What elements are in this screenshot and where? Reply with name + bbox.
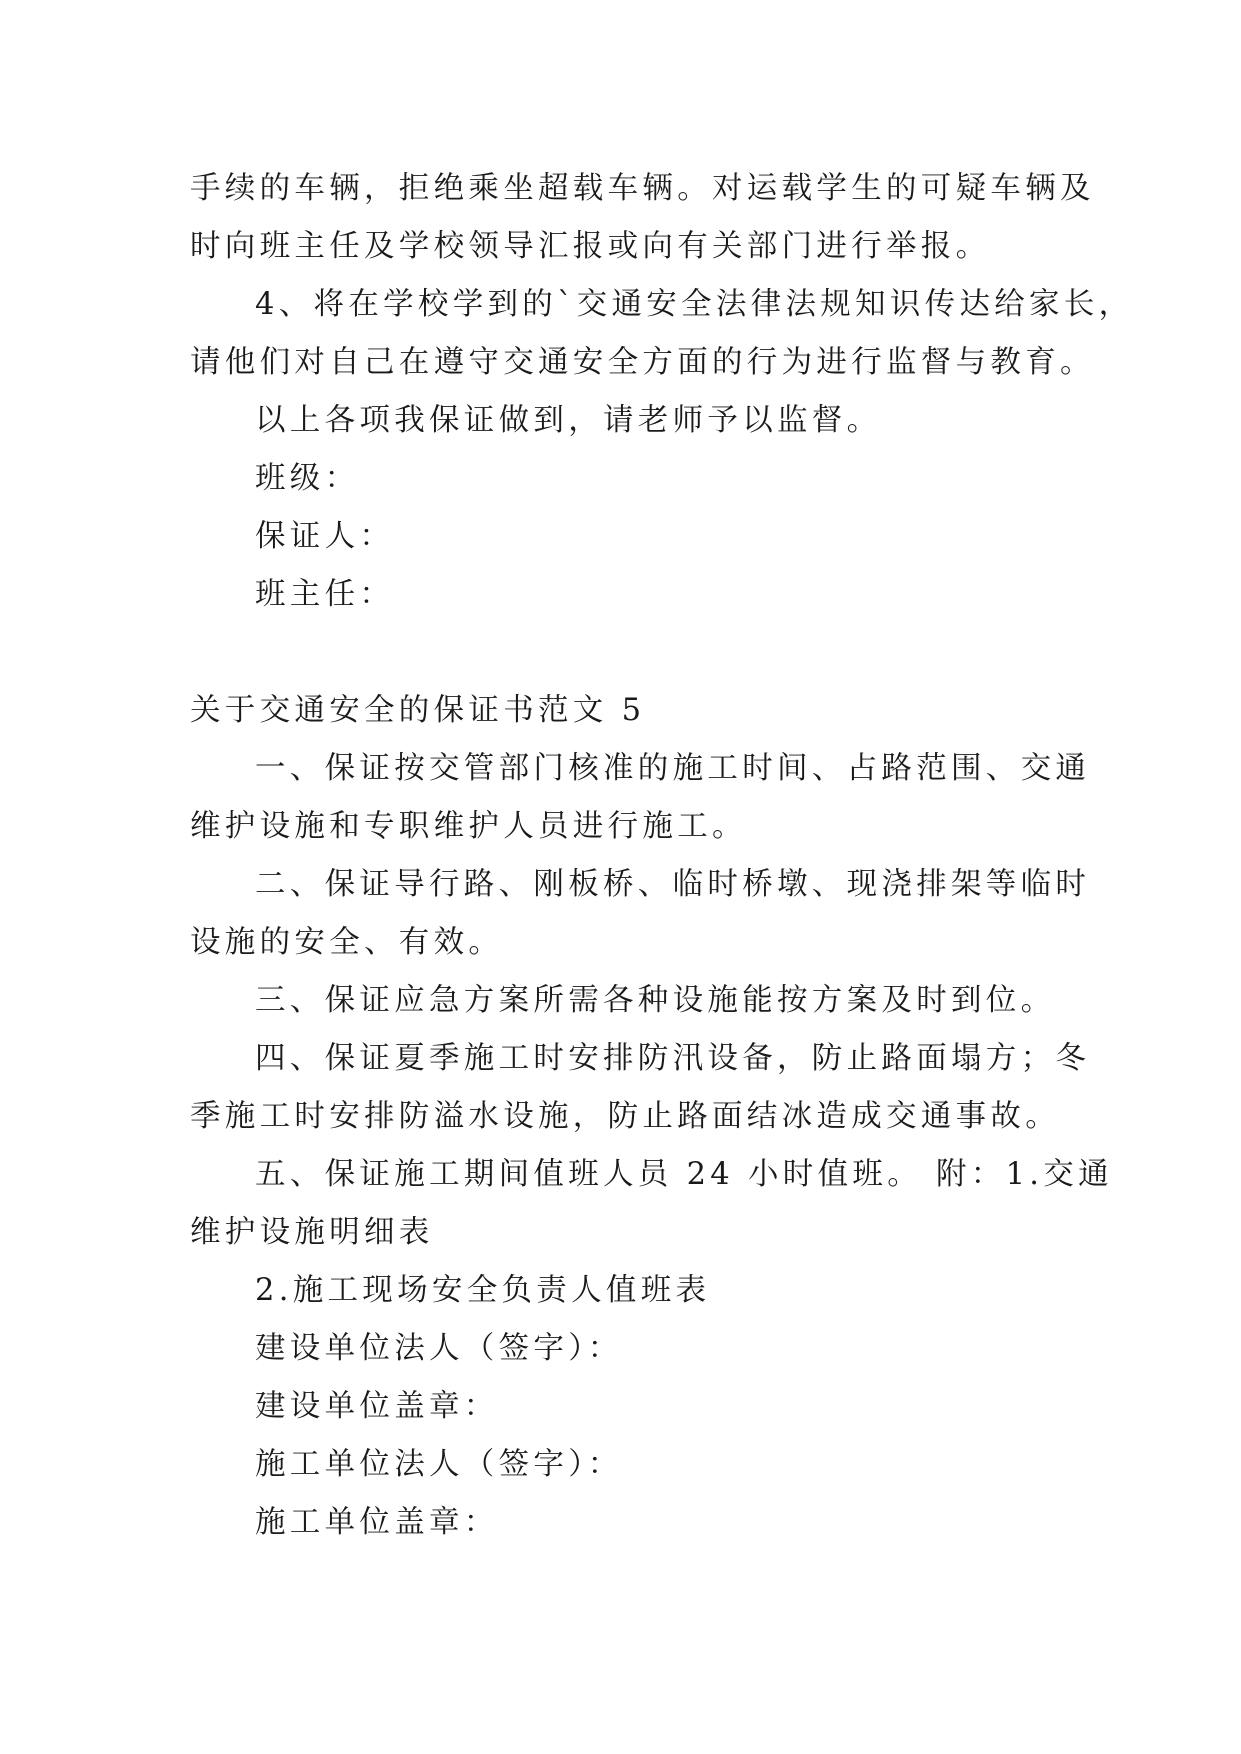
paragraph-line: 季施工时安排防溢水设施，防止路面结冰造成交通事故。	[190, 1099, 1060, 1134]
contractor-seal-label: 施工单位盖章：	[255, 1505, 499, 1540]
paragraph-line: 手续的车辆，拒绝乘坐超载车辆。对运载学生的可疑车辆及	[190, 171, 1095, 206]
document-body	[190, 160, 1134, 1552]
builder-legal-person-label: 建设单位法人（签字）：	[255, 1331, 623, 1366]
paragraph-line: 4、将在学校学到的`交通安全法律法规知识传达给家长，	[255, 287, 1134, 322]
contractor-legal-person-label: 施工单位法人（签字）：	[255, 1447, 623, 1482]
paragraph-line: 二、保证导行路、刚板桥、临时桥墩、现浇排架等临时	[255, 867, 1091, 902]
paragraph-line: 四、保证夏季施工时安排防汛设备，防止路面塌方；冬	[255, 1041, 1091, 1076]
section-gap	[190, 624, 1070, 682]
paragraph-line: 三、保证应急方案所需各种设施能按方案及时到位。	[255, 983, 1056, 1018]
head-teacher-label: 班主任：	[255, 577, 395, 612]
builder-seal-label: 建设单位盖章：	[255, 1389, 499, 1424]
paragraph-line: 时向班主任及学校领导汇报或向有关部门进行举报。	[190, 229, 991, 264]
class-label: 班级：	[255, 461, 360, 496]
paragraph-line: 设施的安全、有效。	[190, 925, 504, 960]
paragraph-line: 维护设施明细表	[190, 1215, 434, 1250]
paragraph-line: 维护设施和专职维护人员进行施工。	[190, 809, 747, 844]
paragraph-line: 请他们对自己在遵守交通安全方面的行为进行监督与教育。	[190, 345, 1095, 380]
guarantor-label: 保证人：	[255, 519, 395, 554]
paragraph-line: 五、保证施工期间值班人员 24 小时值班。 附：1.交通	[255, 1157, 1113, 1192]
section-title: 关于交通安全的保证书范文 5	[190, 693, 646, 728]
paragraph-line: 以上各项我保证做到，请老师予以监督。	[255, 403, 882, 438]
paragraph-line: 一、保证按交管部门核准的施工时间、占路范围、交通	[255, 751, 1091, 786]
paragraph-line: 2.施工现场安全负责人值班表	[255, 1273, 711, 1308]
